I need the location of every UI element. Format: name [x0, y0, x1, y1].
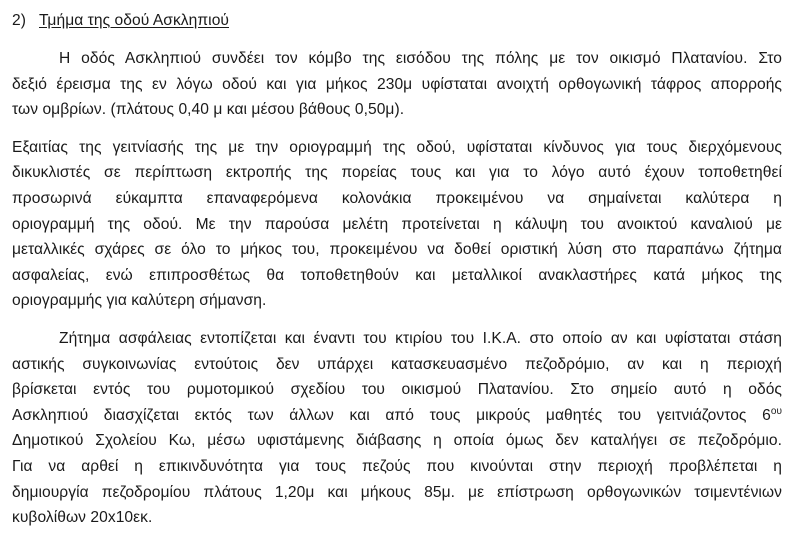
ordinal-superscript: ου	[770, 405, 782, 417]
section-heading	[12, 8, 782, 34]
paragraph-line-text: Ασκληπιού διασχίζεται εκτός των άλλων και από τους μικρούς μαθητές του γειτνιάζοντος 6	[12, 406, 771, 424]
paragraph-line: δεξιό έρεισμα της εν λόγω οδού και για μήκος 230μ υφίσταται ανοιχτή ορθογωνική τάφρος απορροής	[12, 75, 782, 93]
paragraph-line-with-ordinal	[12, 403, 782, 429]
paragraph-line: αστικής συγκοινωνίας εντούτοις δεν υπάρχει κατασκευασμένο πεζοδρόμιο, αν και η περιοχή	[12, 355, 782, 373]
paragraph-line: οριογραμμής για καλύτερη σήμανση.	[12, 292, 267, 310]
paragraph-pedestrian-sidewalk	[12, 326, 782, 531]
document-page	[12, 8, 782, 531]
paragraph-drainage-ditch	[12, 46, 782, 123]
section-title: Τμήμα της οδού Ασκληπιού	[39, 12, 229, 29]
section-number: 2)	[12, 12, 26, 29]
paragraph-line: οριογραμμή της οδού. Με την παρούσα μελέτη προτείνεται η κάλυψη του ανοικτού καναλιού με	[12, 215, 782, 233]
paragraph-line: Για να αρθεί η επικινδυνότητα για τους πεζούς που κινούνται στην περιοχή προβλέπεται η	[12, 457, 782, 475]
paragraph-line: των ομβρίων. (πλάτους 0,40 μ και μέσου βάθους 0,50μ).	[12, 101, 405, 119]
paragraph-line: Δημοτικού Σχολείου Κω, μέσω υφιστάμενης διάβασης η οποία όμως δεν καταλήγει σε πεζοδρόμιο.	[12, 432, 782, 450]
paragraph-line: κυβολίθων 20x10εκ.	[12, 509, 153, 527]
paragraph-line: δημιουργία πεζοδρομίου πλάτους 1,20μ και μήκους 85μ. με επίστρωση ορθογωνικών τσιμεντένιων	[12, 483, 782, 501]
paragraph-line: βρίσκεται εντός του ρυμοτομικού σχεδίου του οικισμού Πλατανίου. Στο σημείο αυτό η οδός	[12, 381, 782, 399]
paragraph-line: Ζήτημα ασφάλειας εντοπίζεται και έναντι του κτιρίου του Ι.Κ.Α. στο οποίο αν και υφίσταται στάση	[59, 329, 782, 347]
paragraph-line: μεταλλικές σχάρες σε όλο το μήκος του, προκειμένου να δοθεί οριστική λύση στο παραπάνω ζήτημα	[12, 241, 782, 259]
paragraph-cyclist-safety	[12, 135, 782, 314]
paragraph-line: δικυκλιστές σε περίπτωση εκτροπής της πορείας τους και για το λόγο αυτό έχουν τοποθετηθεί	[12, 164, 782, 182]
paragraph-line: Η οδός Ασκληπιού συνδέει τον κόμβο της εισόδου της πόλης με τον οικισμό Πλατανίου. Στο	[59, 50, 782, 67]
paragraph-line: Εξαιτίας της γειτνίασής της με την οριογραμμή της οδού, υφίσταται κίνδυνος για τους διερχόμενους	[12, 138, 782, 156]
paragraph-line: ασφαλείας, ενώ επιπροσθέτως θα τοποθετηθούν και μεταλλικοί ανακλαστήρες κατά μήκος της	[12, 266, 782, 284]
paragraph-line: προσωρινά εύκαμπτα επαναφερόμενα κολονάκια προκειμένου να σημαίνεται καλύτερα η	[12, 189, 782, 207]
